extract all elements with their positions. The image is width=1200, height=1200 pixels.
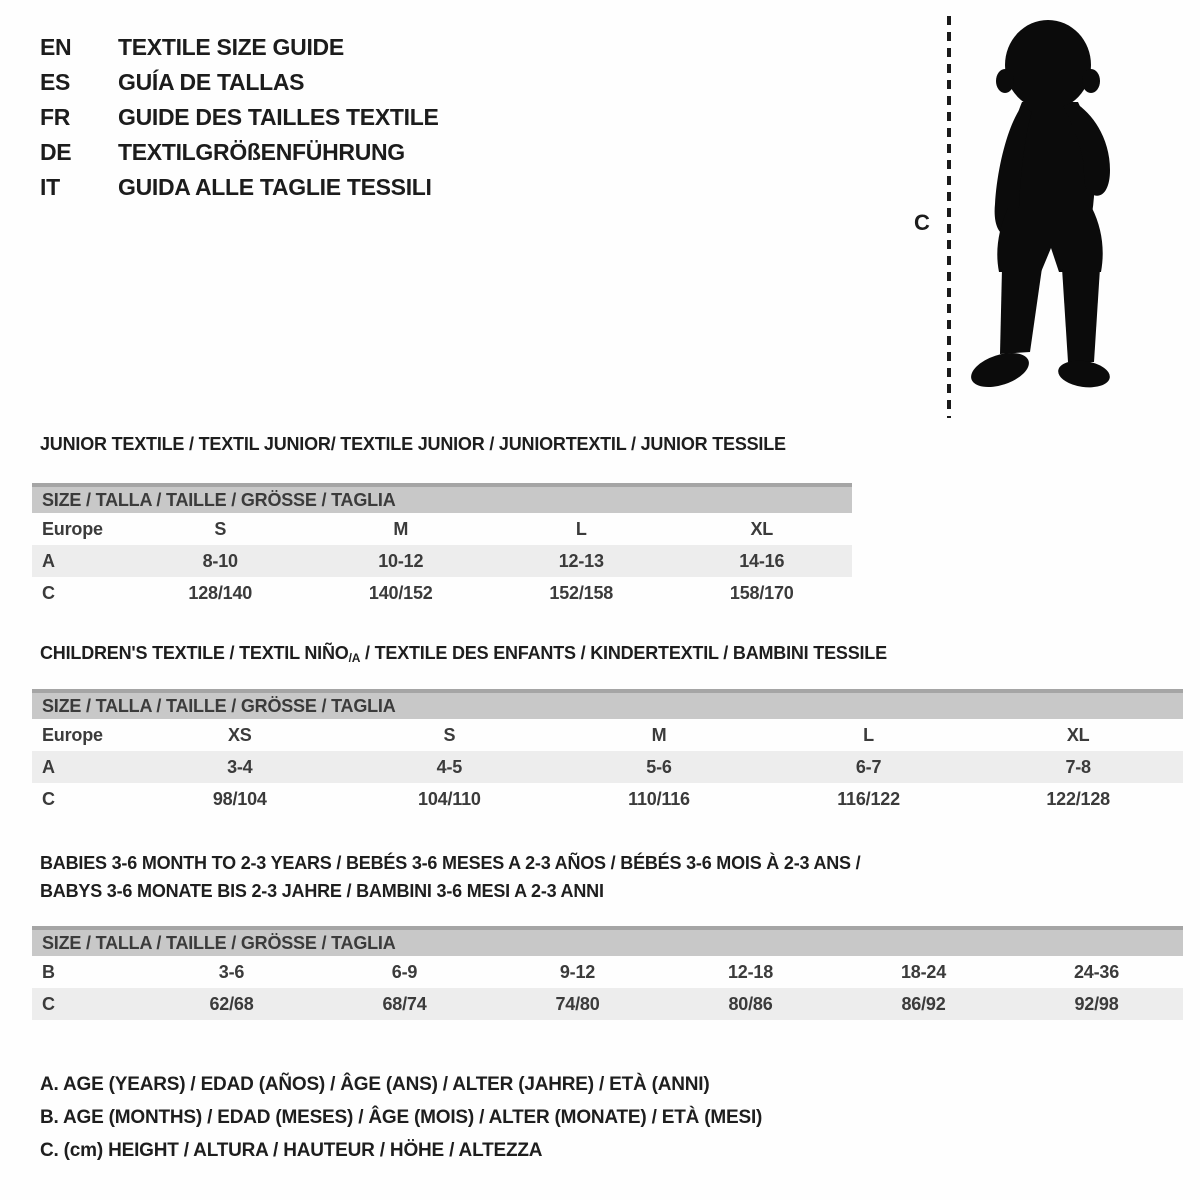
- babies-size-table: [32, 926, 1183, 1020]
- size-cell: XL: [750, 518, 774, 539]
- row-label: C: [42, 993, 55, 1014]
- legend-notes: [40, 1068, 762, 1167]
- row-label: C: [42, 788, 55, 809]
- age-cell: 3-4: [227, 756, 253, 777]
- age-cell: 18-24: [900, 961, 947, 982]
- junior-size-table: [32, 483, 852, 609]
- junior-section-title: JUNIOR TEXTILE / TEXTIL JUNIOR/ TEXTILE JUNIOR / JUNIORTEXTIL / JUNIOR TESSILE: [40, 434, 786, 454]
- size-header-label: SIZE / TALLA / TAILLE / GRÖSSE / TAGLIA: [42, 695, 396, 716]
- language-row-it: [40, 170, 439, 205]
- children-title-text: CHILDREN'S TEXTILE / TEXTIL NIÑO: [40, 643, 349, 663]
- table-header-bar: [32, 483, 852, 513]
- language-title: TEXTILE SIZE GUIDE: [118, 34, 344, 60]
- row-label: C: [42, 582, 55, 603]
- age-cell: 24-36: [1073, 961, 1120, 982]
- height-cell: 104/110: [418, 788, 481, 809]
- height-cell: 152/158: [549, 582, 614, 603]
- height-cell: 98/104: [212, 788, 267, 809]
- size-header-label: SIZE / TALLA / TAILLE / GRÖSSE / TAGLIA: [42, 932, 396, 953]
- language-row-en: [40, 30, 439, 65]
- language-code: EN: [40, 34, 72, 60]
- size-cell: M: [651, 724, 667, 745]
- age-cell: 4-5: [436, 756, 463, 777]
- height-figure: [912, 14, 1152, 420]
- baby-silhouette-icon: [964, 18, 1139, 418]
- height-cell: 80/86: [728, 993, 773, 1014]
- age-cell: 5-6: [646, 756, 672, 777]
- height-cell: 62/68: [209, 993, 254, 1014]
- size-cell: S: [443, 724, 456, 745]
- age-cell: 7-8: [1065, 756, 1091, 777]
- size-cell: M: [393, 518, 409, 539]
- size-cell: L: [575, 518, 587, 539]
- children-title-text: / TEXTILE DES ENFANTS / KINDERTEXTIL / BAMBINI TESSILE: [360, 643, 887, 663]
- language-code: DE: [40, 139, 72, 165]
- row-label: Europe: [42, 518, 103, 539]
- table-row: [32, 719, 1183, 751]
- size-cell: S: [214, 518, 227, 539]
- age-cell: 6-7: [855, 756, 882, 777]
- language-row-fr: [40, 100, 439, 135]
- size-header-label: SIZE / TALLA / TAILLE / GRÖSSE / TAGLIA: [42, 489, 396, 510]
- table-header-bar: [32, 689, 1183, 719]
- babies-section-title: [40, 849, 860, 905]
- height-cell: 128/140: [188, 582, 253, 603]
- children-size-table: [32, 689, 1183, 815]
- language-row-de: [40, 135, 439, 170]
- babies-title-line2: BABYS 3-6 MONATE BIS 2-3 JAHRE / BAMBINI 3-6 MESI A 2-3 ANNI: [40, 881, 604, 901]
- note-b: B. AGE (MONTHS) / EDAD (MESES) / ÂGE (MOIS) / ALTER (MONATE) / ETÀ (MESI): [40, 1107, 763, 1128]
- children-section-title: [40, 643, 887, 665]
- language-title: GUÍA DE TALLAS: [118, 69, 305, 95]
- table-row: [32, 751, 1183, 783]
- size-cell: L: [863, 724, 874, 745]
- height-cell: 140/152: [368, 582, 433, 603]
- age-cell: 10-12: [378, 550, 424, 571]
- age-cell: 6-9: [391, 961, 418, 982]
- height-measure-line-icon: [946, 16, 952, 418]
- height-cell: 122/128: [1046, 788, 1110, 809]
- table-row: [32, 956, 1183, 988]
- table-row: [32, 577, 852, 609]
- row-label: B: [42, 961, 55, 982]
- language-code: ES: [40, 69, 71, 95]
- note-c: C. (cm) HEIGHT / ALTURA / HAUTEUR / HÖHE / ALTEZZA: [40, 1140, 543, 1161]
- note-a: A. AGE (YEARS) / EDAD (AÑOS) / ÂGE (ANS) / ALTER (JAHRE) / ETÀ (ANNI): [40, 1074, 710, 1095]
- age-cell: 9-12: [559, 961, 596, 982]
- age-cell: 8-10: [202, 550, 238, 571]
- language-title: TEXTILGRÖßENFÜHRUNG: [118, 139, 405, 165]
- table-row: [32, 545, 852, 577]
- age-cell: 3-6: [218, 961, 245, 982]
- language-code: FR: [40, 104, 71, 130]
- row-label: A: [42, 550, 55, 571]
- language-title: GUIDA ALLE TAGLIE TESSILI: [118, 174, 432, 200]
- height-line-label: C: [914, 210, 930, 235]
- language-title: GUIDE DES TAILLES TEXTILE: [118, 104, 439, 130]
- age-cell: 12-18: [727, 961, 774, 982]
- language-list: [40, 30, 439, 205]
- height-cell: 116/122: [837, 788, 900, 809]
- height-cell: 92/98: [1074, 993, 1119, 1014]
- table-row: [32, 988, 1183, 1020]
- table-row: [32, 513, 852, 545]
- language-row-es: [40, 65, 439, 100]
- age-cell: 14-16: [739, 550, 785, 571]
- babies-title-line1: BABIES 3-6 MONTH TO 2-3 YEARS / BEBÉS 3-6 MESES A 2-3 AÑOS / BÉBÉS 3-6 MOIS À 2-3 ANS /: [40, 853, 861, 873]
- size-cell: XS: [227, 724, 252, 745]
- age-cell: 12-13: [558, 550, 604, 571]
- language-code: IT: [40, 174, 60, 200]
- height-cell: 68/74: [382, 993, 427, 1014]
- row-label: Europe: [42, 724, 103, 745]
- row-label: A: [42, 756, 55, 777]
- height-cell: 158/170: [729, 582, 794, 603]
- table-header-bar: [32, 926, 1183, 956]
- children-title-subscript: /A: [348, 651, 361, 665]
- height-cell: 74/80: [555, 993, 600, 1014]
- height-cell: 110/116: [628, 788, 690, 809]
- height-cell: 86/92: [901, 993, 946, 1014]
- table-row: [32, 783, 1183, 815]
- size-cell: XL: [1066, 724, 1090, 745]
